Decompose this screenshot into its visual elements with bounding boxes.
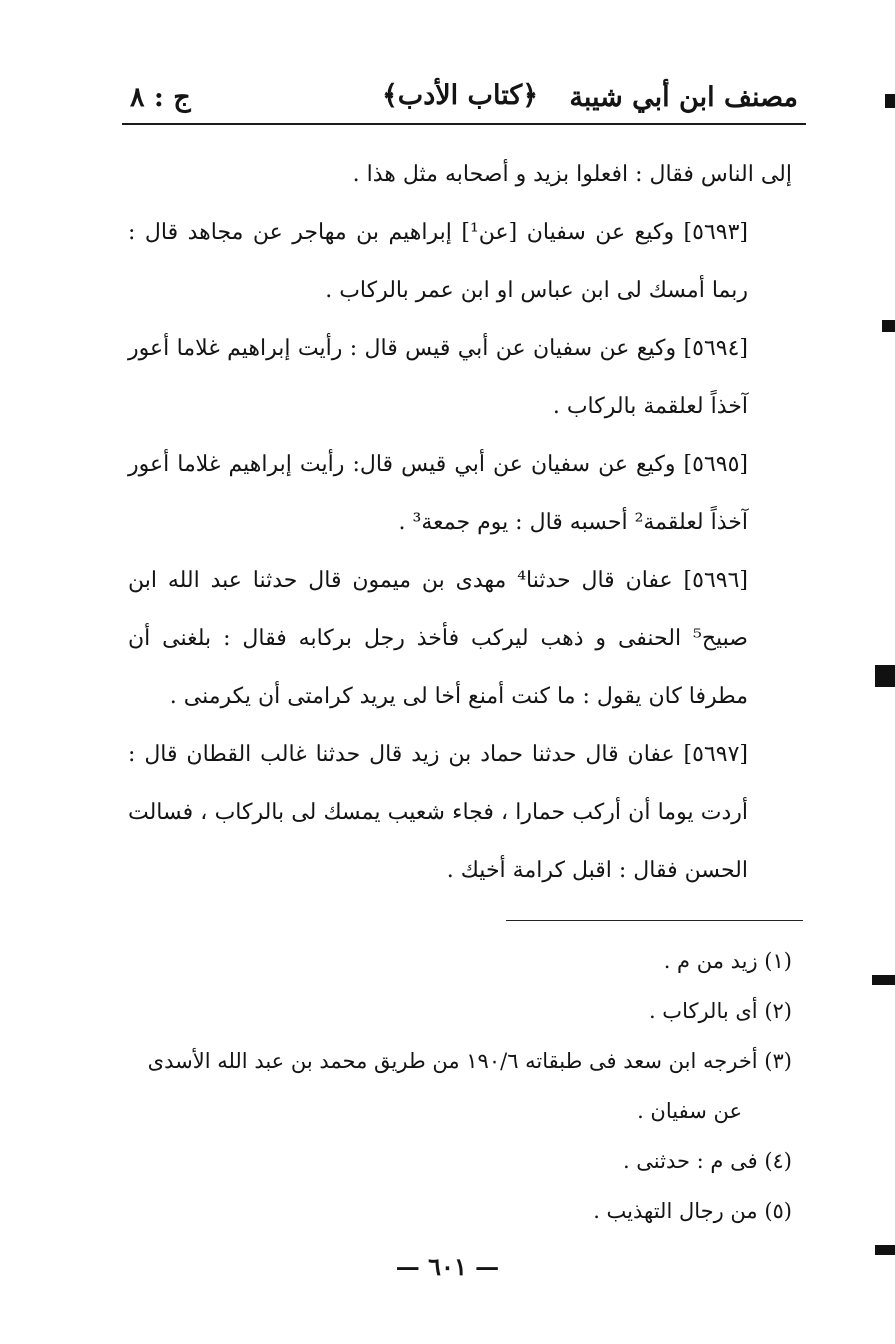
hadith-5696: [٥٦٩٦] عفان قال حدثنا⁴ مهدى بن ميمون قال حدثنا عبد الله ابن صبيح⁵ الحنفى و ذهب ليركب فأخذ رجل بركابه فقال : بلغنى أن مطرفا كان يقول : ما كنت أمنع أخا لى يريد كرامتى أن يكرمنى .: [128, 568, 748, 709]
page-number: — ٦٠١ —: [395, 1252, 500, 1281]
header-rule: [122, 123, 806, 125]
footnote-1: (١) زيد من م .: [663, 949, 792, 973]
footnote-3-continuation: عن سفيان .: [637, 1099, 742, 1123]
hadith-5693: [٥٦٩٣] وكيع عن سفيان [عن¹] إبراهيم بن مهاجر عن مجاهد قال : ربما أمسك لى ابن عباس او ابن عمر بالركاب .: [128, 220, 748, 303]
scan-edge-mark: [882, 320, 895, 332]
hadith-5694: [٥٦٩٤] وكيع عن سفيان عن أبي قيس قال : رأيت إبراهيم غلاما أعور آخذاً لعلقمة بالركاب .: [128, 336, 748, 419]
header-section-title: ﴿كتاب الأدب﴾: [381, 80, 539, 111]
main-text: [128, 146, 792, 900]
scan-edge-mark: [875, 665, 895, 687]
footnote-4: (٤) فى م : حدثنى .: [622, 1149, 792, 1173]
paragraph-continuation: إلى الناس فقال : افعلوا بزيد و أصحابه مثل هذا .: [352, 162, 792, 187]
footnote-3: (٣) أخرجه ابن سعد فى طبقاته ١٩٠/٦ من طريق محمد بن عبد الله الأسدى: [147, 1049, 792, 1073]
hadith-5695: [٥٦٩٥] وكيع عن سفيان عن أبي قيس قال: رأيت إبراهيم غلاما أعور آخذاً لعلقمة² أحسبه قال : يوم جمعة³ .: [128, 452, 748, 535]
header-book-title: مصنف ابن أبي شيبة: [569, 82, 798, 113]
scan-edge-mark: [875, 1245, 895, 1255]
footnote-2: (٢) أى بالركاب .: [648, 999, 792, 1023]
running-header: [122, 82, 798, 120]
footnotes: [128, 936, 792, 1236]
scan-edge-mark: [885, 94, 895, 108]
scan-edge-mark: [872, 975, 895, 985]
footnote-5: (٥) من رجال التهذيب .: [593, 1199, 792, 1223]
footnote-rule: [506, 920, 803, 921]
header-volume: ج : ٨: [130, 82, 191, 113]
hadith-5697: [٥٦٩٧] عفان قال حدثنا حماد بن زيد قال حدثنا غالب القطان قال : أردت يوما أن أركب حمارا ، فجاء شعيب يمسك لى بالركاب ، فسالت الحسن فقال : اقبل كرامة أخيك .: [128, 742, 748, 883]
